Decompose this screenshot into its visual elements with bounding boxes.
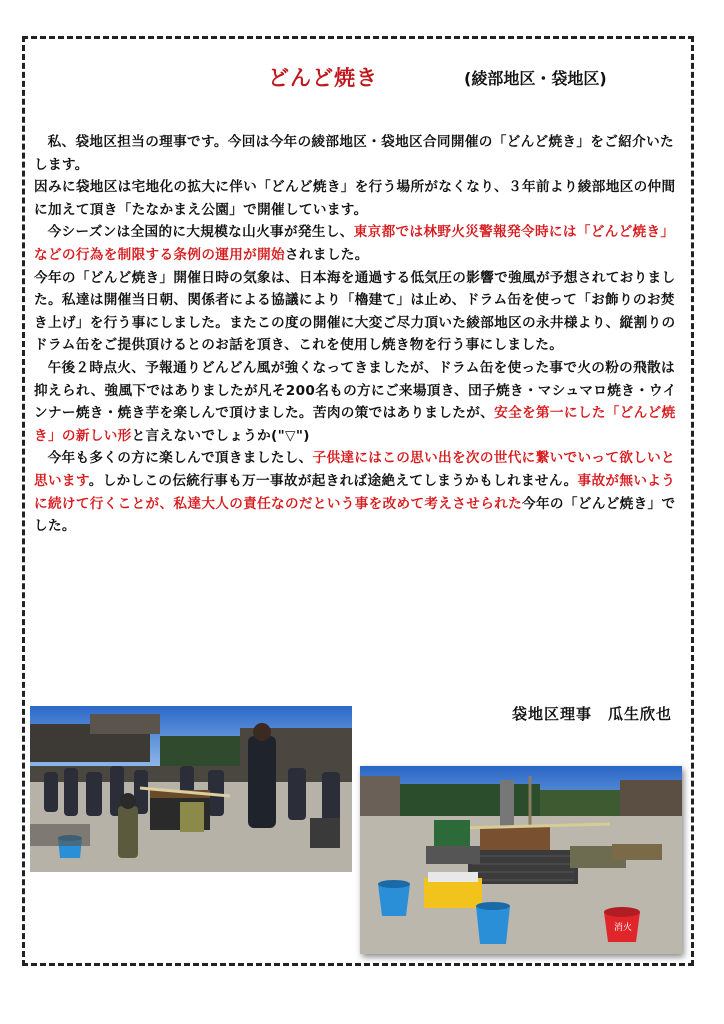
article-paragraph	[34, 221, 686, 266]
article-body	[34, 131, 686, 538]
article-paragraph	[34, 176, 686, 221]
bucket-label: 消火	[614, 923, 633, 933]
author-signature: 袋地区理事 瓜生欣也	[511, 705, 672, 723]
highlighted-text: 安全を第一にした「どんど焼き」の新しい形	[34, 405, 676, 444]
paragraph-text: と言えないでしょうか("▽")	[131, 427, 310, 444]
highlighted-text: 東京都では林野火災警報発令時には「どんど焼き」などの行為を制限する条例の運用が開始	[34, 224, 675, 263]
article-paragraph	[34, 447, 686, 537]
paragraph-text: 今年も多くの方に楽しんで頂きましたし、	[47, 450, 313, 467]
paragraph-text: 今年の「どんど焼き」開催日時の気象は、日本海を通過する低気圧の影響で強風が予想されておりました。私達は開催当日朝、関係者による協議により「櫓建て」は止め、ドラム缶を使って「お飾りのお焚き上げ」を行う事にしました。またこの度の開催に大変ご尽力頂いた綾部地区の永井様より、縦割りのドラム缶をご提供頂けるとのお話を頂き、これを使用し焼き物を行う事にしました。	[34, 269, 676, 354]
highlighted-text: 子供達にはこの思い出を次の世代に繋いでいって欲しいと思います	[34, 450, 676, 489]
paragraph-text: 午後２時点火、予報通りどんどん風が強くなってきましたが、ドラム缶を使った事で火の粉の飛散は抑えられ、強風下ではありましたが凡そ200名もの方にご来場頂き、団子焼き・マシュマロ焼き・ウインナー焼き・焼き芋を楽しんで頂けました。苦肉の策ではありましたが、	[34, 359, 677, 422]
highlighted-text: 事故が無いように続けて行くことが、私達大人の責任なのだという事を改めて考えさせられた	[34, 472, 676, 512]
page-title: どんど焼き	[268, 66, 378, 90]
paragraph-text: されました。	[285, 246, 369, 263]
paragraph-text: 。しかしこの伝統行事も万一事故が起きれば途絶えてしまうかもしれません。	[88, 472, 578, 489]
paragraph-text: 今シーズンは全国的に大規模な山火事が発生し、	[47, 224, 354, 241]
article-paragraph	[34, 131, 686, 176]
article-paragraph	[34, 267, 686, 357]
paragraph-text: 私、袋地区担当の理事です。今回は今年の綾部地区・袋地区合同開催の「どんど焼き」をご紹介いたします。	[34, 134, 674, 173]
paragraph-text: 因みに袋地区は宅地化の拡大に伴い「どんど焼き」を行う場所がなくなり、３年前より綾部地区の仲間に加えて頂き「たなかまえ公園」で開催しています。	[34, 179, 676, 218]
page-subtitle: (綾部地区・袋地区)	[464, 69, 607, 88]
event-photo-setup	[360, 766, 682, 954]
event-photo-crowd	[30, 706, 352, 872]
article-paragraph	[34, 357, 686, 447]
paragraph-text: 今年の「どんど焼き」でした。	[34, 495, 676, 535]
